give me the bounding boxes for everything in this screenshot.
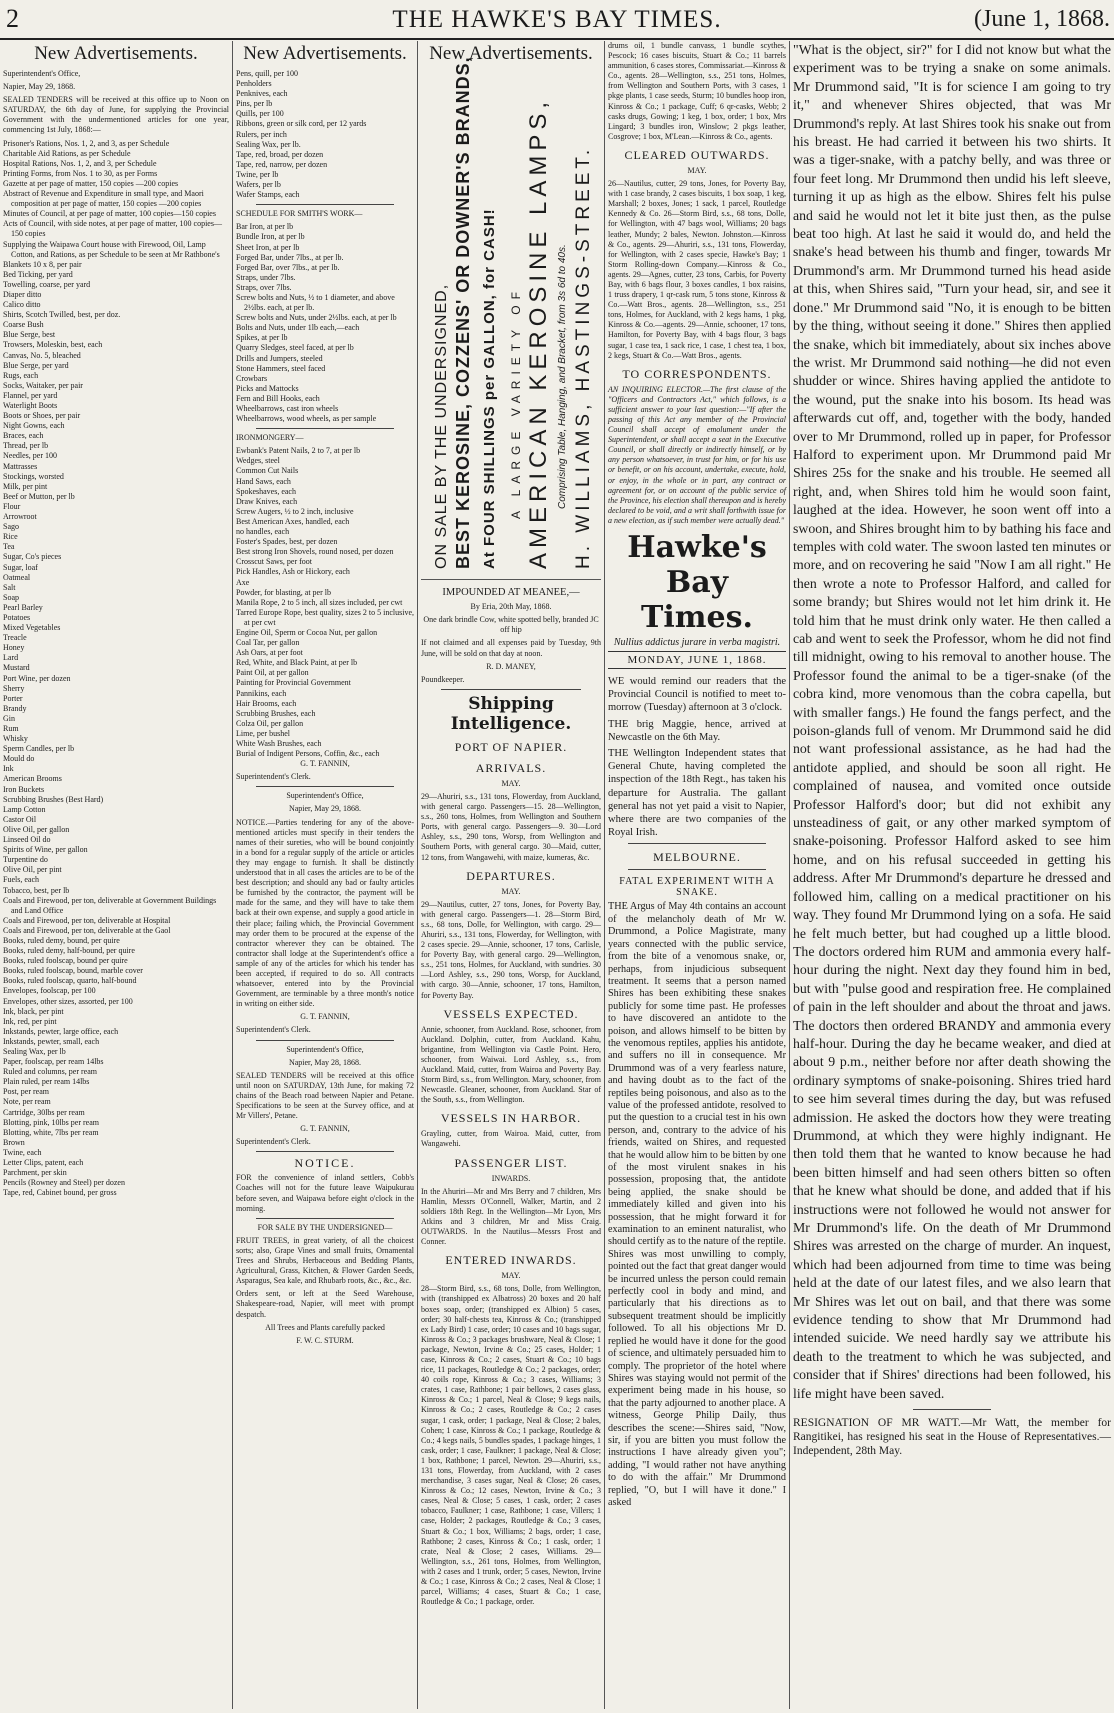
list-item: Engine Oil, Sperm or Cocoa Nut, per gallon <box>236 627 378 637</box>
column-heading: New Advertisements. <box>429 43 593 64</box>
issue-date: (June 1, 1868. <box>974 6 1110 32</box>
list-item: Twine, each <box>3 1147 42 1157</box>
list-item: Paint Oil, at per gallon <box>236 668 309 678</box>
passenger-list-heading: PASSENGER LIST. <box>454 1155 568 1170</box>
column-1 <box>0 41 232 1711</box>
list-item: Plain ruled, per ream 14lbs <box>3 1077 90 1087</box>
impounded-description: One dark brindle Cow, white spotted belly, branded JC off hip <box>423 615 599 635</box>
list-item: Coals and Firewood, per ton, deliverable at Government Buildings and Land Office <box>3 895 217 915</box>
list-item: Draw Knives, each <box>236 496 298 506</box>
list-item: Blotting, pink, 10lbs per ream <box>3 1117 99 1127</box>
list-item: Envelopes, foolscap, per 100 <box>3 986 96 996</box>
council-reminder: WE would remind our readers that the Provincial Council is notified to meet to-morrow (Tuesday) afternoon at 3 o'clock. <box>608 676 786 714</box>
for-sale-text: FRUIT TREES, in great variety, of all the choicest sorts; also, Grape Vines and small fruits, Ornamental Trees and Shrubs, Herbaceous and Bedding Plants, Agricultural, Grass, Kitchen, & Flower Garden Seeds, Asparagus, Sea kale, and Rhubarb roots, &c., &c., &c. <box>236 1235 414 1286</box>
impounded-heading: IMPOUNDED AT MEANEE,— <box>442 587 580 598</box>
list-item: Rulers, per inch <box>236 129 287 139</box>
list-item: Foster's Spades, best, per dozen <box>236 537 338 547</box>
list-item: Coals and Firewood, per ton, deliverable at the Gaol <box>3 925 171 935</box>
list-item: Blotting, white, 7lbs per ream <box>3 1127 99 1137</box>
list-item: Blankets 10 x 8, per pair <box>3 259 82 269</box>
list-item: Quills, per 100 <box>236 109 284 119</box>
list-item: Coal Tar, per gallon <box>236 638 300 648</box>
list-item: Pearl Barley <box>3 602 43 612</box>
list-item: Ink <box>3 764 14 774</box>
list-item: Gin <box>3 713 15 723</box>
newspaper-title: THE HAWKE'S BAY TIMES. <box>392 6 722 33</box>
list-item: Mixed Vegetables <box>3 623 61 633</box>
smith-items-list <box>236 222 414 424</box>
advert-line: AMERICAN KEROSINE LAMPS, <box>525 96 552 569</box>
list-item: Pins, per lb <box>236 99 273 109</box>
list-item: Arrowroot <box>3 512 37 522</box>
list-item: Quarry Sledges, steel faced, at per lb <box>236 343 354 353</box>
list-item: Penknives, each <box>236 89 288 99</box>
list-item: Crosscut Saws, per foot <box>236 557 312 567</box>
list-item: Mattrasses <box>3 461 38 471</box>
impounded-by: By Eria, 20th May, 1868. <box>470 602 552 612</box>
list-item: Tape, red, narrow, per dozen <box>236 159 328 169</box>
list-item: Braces, each <box>3 431 44 441</box>
list-item: Tape, red, Cabinet bound, per gross <box>3 1188 117 1198</box>
list-item: Twine, per lb <box>236 169 279 179</box>
list-item: Olive Oil, per gallon <box>3 824 70 834</box>
list-item: Manila Rope, 2 to 5 inch, all sizes included, per cwt <box>236 597 403 607</box>
signature-title: Superintendent's Clerk. <box>236 1137 311 1147</box>
correspondents-heading: TO CORRESPONDENTS. <box>622 366 772 381</box>
divider <box>256 786 394 787</box>
list-item: Night Gowns, each <box>3 421 65 431</box>
cleared-outwards-text: 26—Nautilus, cutter, 29 tons, Jones, for Poverty Bay, with 1 case brandy, 2 cases biscuits, 1 box soap, 1 keg, Marshall; 2 boxes, Jones; 1 sack, 1 parcel, Routledge Kennedy & Co. 26—Storm Bird, s.s., 68 tons, Dolle, for Wellington, with 47 bags wool, Williams; 20 bags leather, Mundy; 2 bales, Newton. Johnston.—Kinross & Co., agents. 29—Ahuriri, s.s., 131 tons, Flowerday, for Wellington, with 2 cases specie, Hawke's Bay; 1 Storm Rolling-down Company.—Kinross & Co., agents. 29—Agnes, cutter, 23 tons, Carbis, for Poverty Bay, with 6 bags flour, 3 boxes candles, 1 box raisins, 1 truss drapery, 1 qr-cask rum, 5 tons stone, Kinross & Co.—Watt Bros., agents. 28—Wellington, s.s., 251 tons, Holmes, for Auckland, with 2 kegs hams, 1 pkg, Kinross & Co.—agents. 29—Annie, schooner, 17 tons, Hamilton, for Poverty Bay, with 4 bags flour, 3 bags sugar, 1 case tea, 1 sack rice, 1 case, 1 chest tea, 1 box, 2 kegs, Stuart & Co.—Watt Bros., agents. <box>608 179 786 360</box>
list-item: Port Wine, per dozen <box>3 673 71 683</box>
list-item: Hospital Rations, Nos. 1, 2, and 3, per Schedule <box>3 158 157 168</box>
masthead <box>0 0 1114 40</box>
list-item: Tarred Europe Rope, best quality, sizes 2 to 5 inclusive, at per cwt <box>236 607 414 627</box>
for-sale-note: All Trees and Plants carefully packed <box>265 1322 385 1332</box>
list-item: Lime, per bushel <box>236 728 290 738</box>
list-item: Bundle Iron, at per lb <box>236 232 305 242</box>
list-item: Treacle <box>3 633 27 643</box>
list-item: Blue Serge, per yard <box>3 360 69 370</box>
newspaper-motto: Nullius addictus jurare in verba magistri. <box>613 637 781 649</box>
cleared-outwards-heading: CLEARED OUTWARDS. <box>624 147 770 162</box>
list-item: Rum <box>3 724 19 733</box>
list-item: Stockings, worsted <box>3 471 64 481</box>
for-sale-orders: Orders sent, or left at the Seed Warehouse, Shakespeare-road, Napier, will meet with prompt despatch. <box>236 1289 414 1319</box>
list-item: Acts of Council, with side notes, at per page of matter, 100 copies—150 copies <box>3 219 222 239</box>
list-item: Envelopes, other sizes, assorted, per 100 <box>3 996 133 1006</box>
list-item: Mustard <box>3 663 30 673</box>
list-item: Colza Oil, per gallon <box>236 718 304 728</box>
resignation-note: RESIGNATION OF MR WATT.—Mr Watt, the member for Rangitikei, has resigned his seat in the House of Representatives.—Independent, 28th May. <box>793 1417 1111 1458</box>
entered-inwards-text: 28—Storm Bird, s.s., 68 tons, Dolle, from Wellington, with (transhipped ex Albatross) 20 boxes and 20 half boxes soap, order; (transhipped ex Albion) 5 cases, order; 30 half-chests tea, Kinross & Co.; (transhipped ex Lady Bird) 1 case, order; 10 cases and 10 bags sugar, Kinross & Co.; 3 packages brushware, Neal & Close; 1 package, Newton, Irvine & Co.; 25 cases, Holder; 1 case, Kinross & Co.; 2 cases, Stuart & Co.; 10 bags rice, 11 packages, Routledge & Co.; 2 packages, order; 40 coils rope, Kinross & Co.; 3 cases, Williams; 3 crates, 1 case, Rathbone; 1 pair bellows, 2 cases glass, Kinross & Co.; 1 parcel, Neal & Close; 9 kegs nails, Kinross & Co.; 2 cases, Routledge & Co.; 2 cases sugar, 1 cask, order; 1 package, Neal & Close; 2 bales, Cohen; 1 case, Kinross & Co.; 1 package, Routledge & Co.; 4 kegs nails, 5 bundles spades, 1 package hinges, 1 cask, order; 1 case, Faulkner; 1 package, Neal & Close; 1 box, Rathbone; 1 parcel, Newton. 29—Ahuriri, s.s., 131 tons, Flowerday, from Auckland, with 2 cases merchandise, 3 cases sugar, Neal & Close; 26 cases, Kinross & Co.; 12 cases, Newton, Irvine & Co.; 3 cases, Neal & Close; 5 cases, 1 cask, order; 2 cases tobacco, Faulkner; 1 case, Rathbone; 1 case, Villers; 1 case, Holder; 2 packages, Routledge & Co.; 3 cases, Stuart & Co.; 1 box, Williams; 2 bags, order; 1 case, Rathbone; 2 cases, Kinross & Co.; 1 cask, order; 1 crate, Neal & Close; 2 cases, Williams. 29—Wellington, s.s., 261 tons, Holmes, from Wellington, with 2 cases and 1 trunk, order; 5 cases, Newton, Irvine & Co.; 1 case, Kinross & Co.; 2 cases, Neal & Close; 1 parcel, Williams; 4 cases, Stuart & Co.; 1 case, Routledge & Co.; 1 package, order. <box>421 1284 601 1607</box>
advert-line: A LARGE VARIETY OF <box>509 286 523 519</box>
list-item: Towelling, coarse, per yard <box>3 279 91 289</box>
correspondents-text: AN INQUIRING ELECTOR.—The first clause of the "Officers and Contractors Act," which follows, is a sufficient answer to your last question:—"If after the passing of this Act any member of the Provincial Council shall accept of emolument under the Superintendent, or shall accept a seat in the Executive Council, or shall directly or indirectly himself, or by any person whatsoever, in trust for him, or for his use or benefit, or on his account, undertake, execute, hold, or enjoy, in the whole or in part, any contract or agreement for, or on account of the public service of the Province, his election shall thereupon and is hereby declared to be void, and a writ shall forthwith issue for a new election, as if such member were actually dead." <box>608 384 786 525</box>
signature-name: G. T. FANNIN, <box>300 759 350 769</box>
list-item: White Wash Brushes, each <box>236 739 322 748</box>
impounded-text: If not claimed and all expenses paid by Tuesday, 9th June, will be sold on that day at noon. <box>421 638 601 658</box>
passenger-list-text: In the Ahuriri—Mr and Mrs Berry and 7 children, Mrs Hamlin, Messrs O'Connell, Walker, Martin, and 2 soldiers 18th Regt. In the Wellington—Mr Lyon, Mrs Atkins and 3 children, Mr and Miss Craig. OUTWARDS. In the Nautilus—Messrs Frost and Conner. <box>421 1186 601 1247</box>
list-item: Wedges, steel <box>236 456 280 466</box>
month-label: MAY. <box>501 778 521 788</box>
list-item: Whisky <box>3 734 28 744</box>
list-item: Paper, foolscap, per ream 14lbs <box>3 1057 104 1067</box>
list-item: Ruled and columns, per ream <box>3 1067 97 1077</box>
editorial-dateline: MONDAY, JUNE 1, 1868. <box>608 651 786 669</box>
list-item: Hair Brooms, each <box>236 698 297 708</box>
divider <box>256 428 394 429</box>
divider <box>441 689 581 690</box>
list-item: Spirits of Wine, per gallon <box>3 845 88 855</box>
list-item: Common Cut Nails <box>236 466 299 476</box>
list-item: Parchment, per skin <box>3 1168 67 1178</box>
wellington-note: THE Wellington Independent states that General Chute, having completed the inspection of the 18th Regt., has taken his departure for Australia. The gallant general has not yet paid a visit to Napier, where there are two companies of the Royal Irish. <box>608 748 786 839</box>
list-item: Books, ruled foolscap, bound per quire <box>3 956 128 966</box>
poundkeeper-name: R. D. MANEY, <box>486 661 536 671</box>
list-item: Books, ruled demy, bound, per quire <box>3 935 120 945</box>
shipping-heading: Shipping Intelligence. <box>450 693 572 734</box>
list-item: Diaper ditto <box>3 289 42 299</box>
month-label: MAY. <box>501 1271 521 1281</box>
list-item: Ink, black, per pint <box>3 1006 64 1016</box>
list-item: Sheet Iron, at per lb <box>236 242 300 252</box>
list-item: Lamp Cotton <box>3 804 46 814</box>
departures-heading: DEPARTURES. <box>466 868 556 883</box>
list-item: Burial of Indigent Persons, Coffin, &c., each <box>236 749 380 759</box>
list-item: Socks, Waitaker, per pair <box>3 380 83 390</box>
snake-story-continued: "What is the object, sir?" for I did not know but what the experiment was to be trying a snake on some animals. Mr Drummond said, "It is for science I am going to try it," and whenever Shires objected, that was Mr Drummond's reply. At last Shires took his snake out from his breast. He had carried it between his two shirts. It was a tiger-snake, with a patchy belly, and was three or four feet long. Mr Drummond then undid his left sleeve, turning it up as high as the elbow. Shires felt his pulse and said he would not let it bite just then, as the pulse beat too high. At last he said it would do, and held the snake's head between his thumb and finger, towards Mr Drummond's arm. Mr Drummond turned his head aside at this, when Shires said, "Turn your head, sir, and see it done." Mr Drummond said "No, it is enough to be bitten by the thing, without seeing it done." Shires then applied the snake, which bit immediately, about six inches above the wrist. Mr Drummond said nothing—he did not even shudder or wince. Shires having applied the antidote to the wound, put the snake into his bosom. Its head was afterwards cut off, and, together with the body, handed over to Mr Drummond, rolled up in paper, for Professor Halford to experiment upon. Mr Drummond paid Mr Shires 25s for the snake and his trouble. He seemed all right, and, when Shires told him he would soon faint, laughed at the idea. However, he soon went off into a swoon, and Shires brought him to by bathing his face and temples with cold water. The swoon lasted ten minutes or more, and on recovering he said "Now I am all right." He then wrote a note to Professor Halford, and called for some brandy; but Shires would not let him drink it. He told him that he must drink only water. He then called a cab and went to seek the Professor, whom he did not find till midnight, owing to his removal to another house. The Professor found the animal to be a tiger-snake (of the cobra kind, more venomous than the cobra capella, but with smaller fangs.) He found the fangs perfect, and the poison-glands full of venom. Mr Drummond said he did not want professional assistance, as he had had the antidote applied, and should be soon all right. He complained of nausea, and vomited once outside Professor Halford's door; but did not exhibit any unsteadiness of gait, or any other marked symptom of snake-poisoning. Professor Halford asked to see him home, and on his refusal succeeded in getting his address. After Mr Drummond's departure he dressed and followed him, calling on a medical practitioner on his way. They found Mr Drummond lying on a sofa. He said he felt much better, but had coughed up a little blood. The doctors ordered him RUM and ammonia every half-hour during the night. Next day they found him in bed, but with "pulse good and respiration free. He complained of pain in the left shoulder and about the throat and jaws. The doctors then ordered BRANDY and ammonia every half-hour. During the day he became weaker, and died at about 9 p.m., neither before nor after death showing the ordinary symptoms of snake-poisoning. Shires tried hard to see him several times during the day, but was refused admission. He asked the doctors how they were treating Drummond, at which they were highly indignant. He then told them that he wanted to know because he had been bitten himself and had seen others bitten so often that he knew what should be done, and added that if his instructions were not followed he would not answer for Mr Drummond's life. On the death of Mr Drummond Shires was arrested on the charge of murder. An inquest, which had been adjourned from time to time was being held at the date of our latest files, and we also learn that Mr Shires was let out on bail, and that there was some evidence tending to show that Mr Drummond had intended suicide. We need hardly say we attribute his death to the treatment to which he was subjected, and consider that if Shires' directions had been followed, his life might have been saved. <box>793 42 1111 1401</box>
column-4 <box>605 41 789 1711</box>
port-heading: PORT OF NAPIER. <box>454 739 568 754</box>
list-item: Blue Serge, best <box>3 330 56 340</box>
list-item: Mould do <box>3 754 35 764</box>
list-item: Sago <box>3 522 19 532</box>
newspaper-logo: Hawke's Bay Times. <box>627 530 767 636</box>
list-item: Ink, red, per pint <box>3 1016 57 1026</box>
divider <box>628 869 766 870</box>
advert-line: ON SALE BY THE UNDERSIGNED, <box>433 283 450 569</box>
dated-line: Napier, May 29, 1868. <box>3 82 76 92</box>
list-item: Waterlight Boots <box>3 401 58 410</box>
list-item: Needles, per 100 <box>3 451 57 461</box>
list-item: Gazette at per page of matter, 150 copies —200 copies <box>3 178 179 188</box>
list-item: Penholders <box>236 79 272 89</box>
list-item: Brandy <box>3 703 27 713</box>
list-item: Sperm Candles, per lb <box>3 744 75 754</box>
list-item: Brown <box>3 1137 25 1147</box>
column-heading: New Advertisements. <box>34 43 198 64</box>
list-item: Inkstands, pewter, large office, each <box>3 1026 119 1036</box>
list-item: Books, ruled foolscap, quarto, half-bound <box>3 976 137 986</box>
list-item: Boots or Shoes, per pair <box>3 411 81 421</box>
list-item: Post, per ream <box>3 1087 49 1097</box>
list-item: Coarse Bush <box>3 320 44 330</box>
list-item: Linseed Oil do <box>3 835 51 845</box>
advert-line: Comprising Table, Hanging, and Bracket, from 3s 6d to 40s. <box>557 244 568 509</box>
list-item: Fern and Bill Hooks, each <box>236 393 320 403</box>
list-item: Ash Oars, at per foot <box>236 648 303 658</box>
list-item: Scrubbing Brushes, each <box>236 708 316 718</box>
list-item: Turpentine do <box>3 855 48 865</box>
list-item: Red, White, and Black Paint, at per lb <box>236 658 358 668</box>
list-item: Wheelbarrows, wood wheels, as per sample <box>236 414 377 424</box>
column-2 <box>233 41 417 1711</box>
list-item: Drills and Jumpers, steeled <box>236 353 323 363</box>
list-item: Flannel, per yard <box>3 390 58 400</box>
list-item: Wafers, per lb <box>236 180 281 190</box>
list-item: Canvas, No. 5, bleached <box>3 350 81 360</box>
divider <box>628 843 766 844</box>
kerosine-advert <box>421 56 601 580</box>
list-item: Pick Handles, Ash or Hickory, each <box>236 567 350 577</box>
divider <box>256 204 394 205</box>
tender-intro: SEALED TENDERS will be received at this office up to Noon on SATURDAY, the 6th day of June, for supplying the Provincial Government with the undermentioned articles for one year, commencing 1st July, 1868:— <box>3 95 229 135</box>
list-item: Screw bolts and Nuts, under 2½lbs. each, at per lb <box>236 313 397 323</box>
list-item: Powder, for blasting, at per lb <box>236 587 331 597</box>
list-item: Printing Forms, from Nos. 1 to 30, as per Forms <box>3 168 158 178</box>
list-item: Rice <box>3 532 18 542</box>
list-item: Oatmeal <box>3 572 31 582</box>
list-item: Calico ditto <box>3 300 41 310</box>
list-item: Shirts, Scotch Twilled, best, per doz. <box>3 310 121 320</box>
list-item: Beef or Mutton, per lb <box>3 491 75 501</box>
list-item: Wheelbarrows, cast iron wheels <box>236 404 339 413</box>
list-item: Forged Bar, over 7lbs., at per lb. <box>236 262 340 272</box>
list-item: Crowbars <box>236 373 268 383</box>
list-item: Axe <box>236 577 250 587</box>
smith-schedule-heading: SCHEDULE FOR SMITH'S WORK— <box>236 209 363 219</box>
list-item: Lard <box>3 653 19 663</box>
brig-maggie-note: THE brig Maggie, hence, arrived at Newcastle on the 6th May. <box>608 718 786 743</box>
entered-inwards-heading: ENTERED INWARDS. <box>445 1253 577 1268</box>
list-item: Painting for Provincial Government <box>236 678 351 688</box>
for-sale-heading: FOR SALE BY THE UNDERSIGNED— <box>257 1222 393 1232</box>
list-item: Flour <box>3 501 21 511</box>
list-item: Ewbank's Patent Nails, 2 to 7, at per lb <box>236 446 361 456</box>
list-item: Note, per ream <box>3 1097 51 1107</box>
list-item: Picks and Mattocks <box>236 383 299 393</box>
list-item: Pens, quill, per 100 <box>236 69 298 78</box>
list-item: Sealing Wax, per lb. <box>236 139 301 149</box>
list-item: Sherry <box>3 683 25 693</box>
list-item: Ribbons, green or silk cord, per 12 yards <box>236 119 367 129</box>
list-item: Best American Axes, handled, each <box>236 516 350 526</box>
vessels-in-harbor-text: Grayling, cutter, from Wairoa. Maid, cutter, from Wangawehi. <box>421 1129 601 1149</box>
list-item: Straps, over 7lbs. <box>236 282 292 292</box>
list-item: Sealing Wax, per lb <box>3 1047 66 1056</box>
list-item: Letter Clips, patent, each <box>3 1158 84 1168</box>
fatal-experiment-heading: FATAL EXPERIMENT WITH A SNAKE. <box>619 876 775 899</box>
arrivals-text: 29—Ahuriri, s.s., 131 tons, Flowerday, from Auckland, with general cargo. Passengers—15. 28—Wellington, s.s., 260 tons, Holmes, from Wellington and Southern Ports, with general cargo. Passengers—9. 30—Lord Ashley, s.s., 290 tons, Worsp, from Wellington and Southern Ports, with general cargo. 30—Maid, cutter, 12 tons, from Wangawehi, with maize, kumeras, &c. <box>421 791 601 862</box>
list-item: Potatoes <box>3 612 31 622</box>
coach-notice-text: FOR the convenience of inland settlers, Cobb's Coaches will not for the future leave Waipukurau before seven, and Waipawa before eight o'clock in the morning. <box>236 1173 414 1213</box>
fatal-experiment-text: THE Argus of May 4th contains an account of the melancholy death of Mr W. Drummond, a Police Magistrate, many years connected with the public service, from the bite of a venomous snake, or, perhaps, from injudicious subsequent treatment. It seems that a person named Shires has been exhibiting these snakes publicly for some time past. He professes to have discovered an antidote to the poison, and allows himself to be bitten by the venomous reptiles, applies his antidote, and suffers no ill in consequence. Mr Drummond was of a very fearless nature, and having doubt as to the fact of the reptiles being poisonous, and also as to the value of the professed antidote, resolved to put the question to a crucial test in his own person, and, contrary to the advice of his friends, waited on Shires, and requested that he would allow him to be bitten by one of the most virulent snakes in his possession, proposing that, the antidote being applied, the snake should be immediately killed and given into his possession, that he might forward it for examination to an eminent naturalist, who should certify as to the nature of the reptile. Shires was most unwilling to comply, pointed out the fact that great danger would be incurred unless the person could remain perfectly cool in body and mind, and particularly that his directions as to subsequent treatment should be implicitly followed. To all his objections Mr D. replied he would have it done for the good of science, and ultimately persuaded him to comply. The proprietor of the hotel where Shires was staying would not permit of the experiment being made in his house, so that the party adjourned to another place. A witness, George Philip Daily, thus describes the scene:—Shires said, "Now, sir, if you are bitten you must follow the instructions I have already given you"; adding, "I would rather not have anything to do with the affair." Mr Drummond replied, "O, but I will have it done." I asked <box>608 901 786 1508</box>
advert-line: H. WILLIAMS, HASTINGS-STREET. <box>573 145 594 569</box>
list-item: Supplying the Waipawa Court house with Firewood, Oil, Lamp Cotton, and Rations, as per Schedule to be seen at Mr Rathbone's <box>3 239 220 259</box>
notice-heading: NOTICE. <box>294 1156 356 1171</box>
list-item: Spokeshaves, each <box>236 486 296 496</box>
cargo-continuation-text: drums oil, 1 bundle canvass, 1 bundle scythes, Pescock; 16 cases biscuits, Stuart & Co.; 11 barrels ammunition, 6 cases stores, Commissariat.—Kinross & Co., agents. 28—Wellington, s.s., 251 tons, Holmes, from Wellington and Southern Ports, with 3 cases, 1 pkge plants, 1 case seeds, Sturm; 10 bundles hoop iron, Kinross & Co.; 1 package, Cuff; 6 qr-casks, Webb; 2 casks drugs, Gowing; 1 keg, 1 box, order; 1 box, Mrs Lingard; 3 bundles iron, Winslow; 2 pkgs leather, Cosgrove; 1 box, M'Lean.—Kinross & Co., agents. <box>608 41 786 141</box>
office-line: Superintendent's Office, <box>286 1044 364 1054</box>
list-item: Pencils (Rowney and Steel) per dozen <box>3 1178 125 1188</box>
inwards-label: INWARDS. <box>491 1173 531 1183</box>
vessels-in-harbor-heading: VESSELS IN HARBOR. <box>440 1111 582 1126</box>
list-item: Coals and Firewood, per ton, deliverable at Hospital <box>3 915 171 925</box>
list-item: Forged Bar, under 7lbs., at per lb. <box>236 252 344 262</box>
divider <box>913 1409 991 1410</box>
list-item: Sugar, Co's pieces <box>3 552 62 562</box>
list-item: Abstract of Revenue and Expenditure in small type, and Maori composition at per page of matter, 150 copies —200 copies <box>3 189 204 209</box>
list-item: Trowsers, Moleskin, best, each <box>3 340 103 350</box>
dated-line: Napier, May 28, 1868. <box>288 1057 362 1067</box>
list-item: Iron Buckets <box>3 784 45 794</box>
list-item: Pannikins, each <box>236 688 287 698</box>
list-item: Sugar, loaf <box>3 562 38 572</box>
list-item: Screw Augers, ½ to 2 inch, inclusive <box>236 506 354 516</box>
signature-name: F. W. C. STURM. <box>296 1335 354 1345</box>
divider <box>256 1218 394 1219</box>
list-item: Rugs, each <box>3 370 39 380</box>
list-item: Stone Hammers, steel faced <box>236 363 326 373</box>
list-item: Castor Oil <box>3 814 37 824</box>
list-item: Inkstands, pewter, small, each <box>3 1036 100 1046</box>
signature-title: Superintendent's Clerk. <box>236 772 311 782</box>
list-item: Honey <box>3 643 25 653</box>
month-label: MAY. <box>687 165 707 175</box>
list-item: Thread, per lb <box>3 441 49 451</box>
advert-line: BEST KEROSINE, COZZENS' OR DOWNER'S BRANDS, <box>453 56 473 569</box>
list-item: Tea <box>3 542 15 552</box>
column-heading: New Advertisements. <box>243 43 407 64</box>
list-item: Tobacco, best, per lb <box>3 885 70 895</box>
ironmongery-heading: IRONMONGERY— <box>236 433 304 443</box>
office-line: Superintendent's Office, <box>3 69 81 78</box>
list-item: Minutes of Council, at per page of matter, 100 copies—150 copies <box>3 209 216 219</box>
list-item: Wafer Stamps, each <box>236 190 300 200</box>
page-number: 2 <box>6 4 19 33</box>
list-item: Hand Saws, each <box>236 476 291 486</box>
month-label: MAY. <box>501 886 521 896</box>
office-line: Superintendent's Office, <box>286 791 364 801</box>
list-item: Spikes, at per lb <box>236 333 288 343</box>
list-item: Tape, red, broad, per dozen <box>236 149 324 159</box>
arrivals-heading: ARRIVALS. <box>475 760 547 775</box>
tender-text: SEALED TENDERS will be received at this office until noon on SATURDAY, 13th June, for making 72 chains of the Beach road between Napier and Petane. Specifications to be seen at the Survey office, and at Mr Villers', Petane. <box>236 1070 414 1121</box>
melbourne-heading: MELBOURNE. <box>653 850 741 865</box>
list-item: Porter <box>3 693 23 703</box>
divider <box>256 1151 394 1152</box>
list-item: Bolts and Nuts, under 1lb each,—each <box>236 323 360 333</box>
departures-text: 29—Nautilus, cutter, 27 tons, Jones, for Poverty Bay, with general cargo. Passengers—1. 28—Storm Bird, s.s., 68 tons, Dolle, for Wellington, with cargo. 29—Ahuriri, s.s., 131 tons, Flowerday, for Wellington, with 2 cases specie. 29—Annie, schooner, 17 tons, Carlisle, for Poverty Bay, with general cargo. 29—Wellington, s.s., 251 tons, Holmes, for Auckland, with sundries. 30—Lord Ashley, s.s., 290 tons, Worsp, for Auckland, with cargo. 30—Annie, schooner, 17 tons, Hamilton, for Poverty Bay. <box>421 899 601 1000</box>
list-item: Cartridge, 30lbs per ream <box>3 1107 85 1117</box>
list-item: Best strong Iron Shovels, round nosed, per dozen <box>236 547 394 557</box>
list-item: Bed Ticking, per yard <box>3 269 73 279</box>
list-item: American Brooms <box>3 774 62 784</box>
list-item: Scrubbing Brushes (Best Hard) <box>3 794 104 804</box>
notice-text: NOTICE.—Parties tendering for any of the above-mentioned articles must specify in their tenders the names of their sureties, who will be bound conjointly in a bond for a regular supply of the article or articles they may engage to furnish. It shall be distinctly understood that in all cases the articles are to be of the best description; and should any bad or faulty articles be furnished by the contractor, the payment will be made for the same, and they will have to take them back at their own expense, and supply a good article in their place; failing which, the Provincial Government may order them to be procured at the expense of the contractor wherever they can be obtained. The contractor shall lodge at the Superintendent's office a sample of any of the articles for which his tender has been accepted, if required to do so. All contracts whatsoever, entered into by the Provincial Government, are terminable by a three month's notice in writing on either side. <box>236 817 414 1009</box>
divider <box>256 1040 394 1041</box>
list-item: Olive Oil, per pint <box>3 865 62 875</box>
list-item: Prisoner's Rations, Nos. 1, 2, and 3, as per Schedule <box>3 138 170 148</box>
advert-line: At FOUR SHILLINGS per GALLON, for CASH! <box>481 208 498 569</box>
tender-items-list <box>3 139 229 1199</box>
column-3 <box>418 41 604 1711</box>
signature-title: Superintendent's Clerk. <box>236 1025 311 1035</box>
vessels-expected-text: Annie, schooner, from Auckland. Rose, schooner, from Auckland. Dolphin, cutter, from Auckland. Kahu, brigantine, from Wellington via Castle Point. Hero, schooner, from Waiwai. Lord Ashley, s.s., from Auckland. Maid, cutter, from Wairoa and Poverty Bay. Storm Bird, s.s., from Wellington. Mary, schooner, from Newcastle. Gleaner, schooner, from Auckland. Star of the South, s.s., from Wellington. <box>421 1024 601 1105</box>
stationery-items-list <box>236 69 414 200</box>
dated-line: Napier, May 29, 1868. <box>288 804 362 814</box>
list-item: Salt <box>3 582 16 592</box>
list-item: Books, ruled foolscap, bound, marble cover <box>3 966 143 976</box>
list-item: Charitable Aid Rations, as per Schedule <box>3 148 131 158</box>
column-5 <box>790 41 1114 1711</box>
signature-name: G. T. FANNIN, <box>300 1012 350 1022</box>
list-item: Straps, under 7lbs. <box>236 272 296 282</box>
list-item: Books, ruled demy, half-bound, per quire <box>3 946 135 956</box>
ironmongery-items-list <box>236 446 414 759</box>
list-item: Soap <box>3 592 19 602</box>
list-item: Fuels, each <box>3 875 39 885</box>
signature-name: G. T. FANNIN, <box>300 1124 350 1134</box>
vessels-expected-heading: VESSELS EXPECTED. <box>443 1006 579 1021</box>
list-item: Milk, per pint <box>3 481 48 491</box>
list-item: Bar Iron, at per lb <box>236 222 294 232</box>
list-item: no handles, each <box>236 527 290 537</box>
list-item: Screw bolts and Nuts, ½ to 1 diameter, and above 2½lbs. each, at per lb. <box>236 292 395 313</box>
poundkeeper-title: Poundkeeper. <box>421 674 465 684</box>
